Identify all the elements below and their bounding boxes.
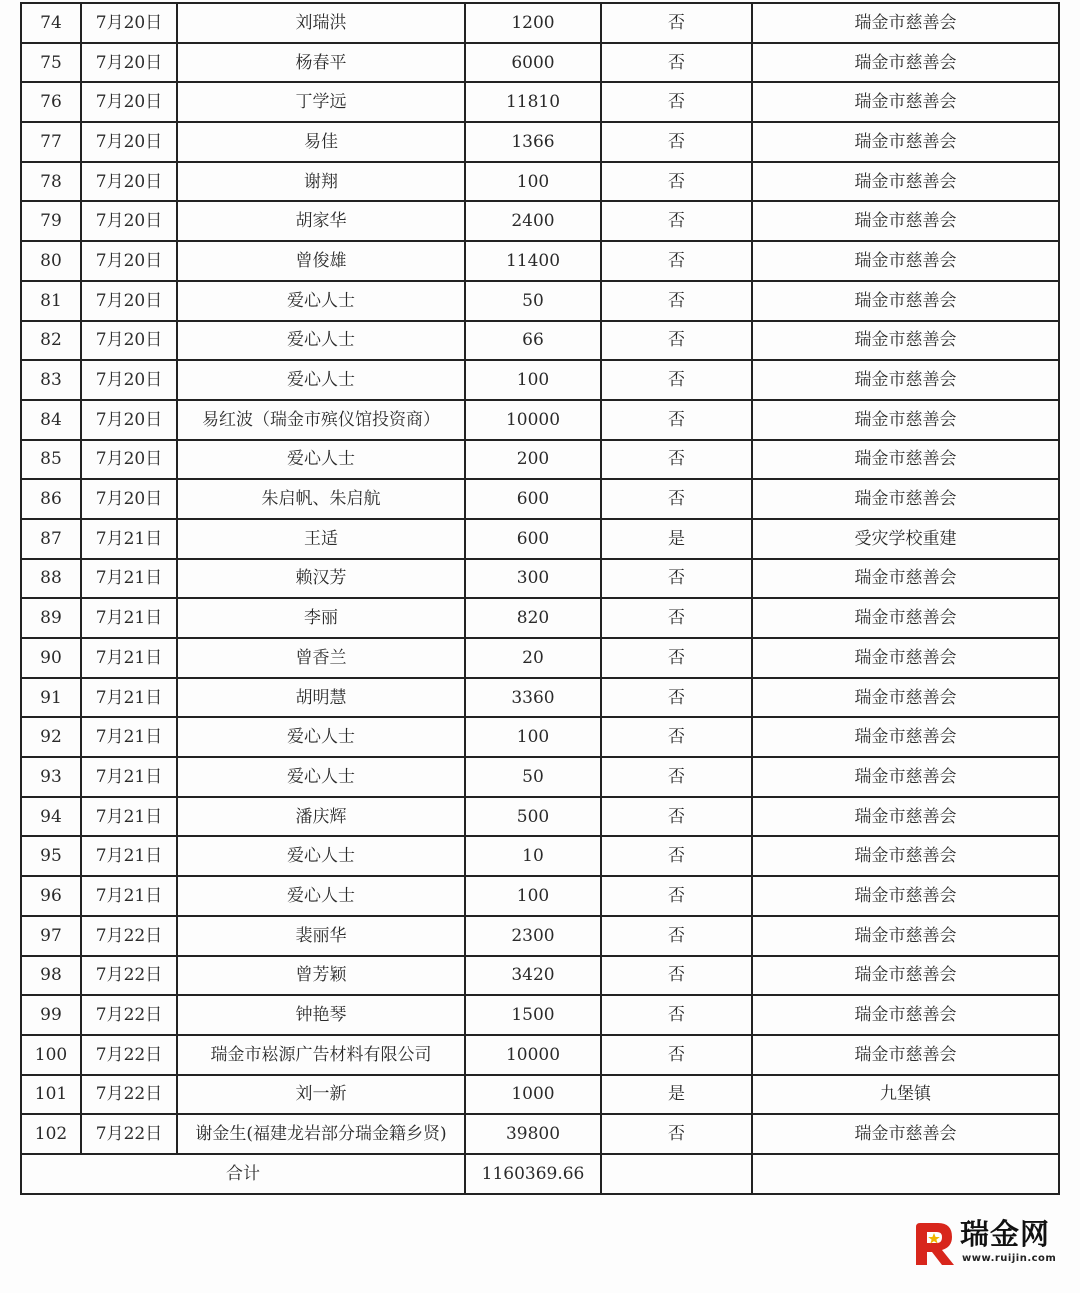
- cell-donor: 刘一新: [177, 1075, 465, 1115]
- cell-recipient: 瑞金市慈善会: [752, 321, 1059, 361]
- cell-number: 89: [21, 598, 81, 638]
- table-row: [21, 1035, 1059, 1075]
- cell-donor: 爱心人士: [177, 321, 465, 361]
- cell-amount: 300: [465, 559, 601, 599]
- cell-designated: 否: [601, 479, 752, 519]
- cell-designated: 是: [601, 519, 752, 559]
- cell-recipient: 受灾学校重建: [752, 519, 1059, 559]
- cell-date: 7月20日: [81, 82, 177, 122]
- cell-designated: 否: [601, 400, 752, 440]
- cell-number: 82: [21, 321, 81, 361]
- cell-number: 76: [21, 82, 81, 122]
- cell-designated: 否: [601, 559, 752, 599]
- table-row: [21, 598, 1059, 638]
- cell-recipient: 瑞金市慈善会: [752, 122, 1059, 162]
- cell-amount: 100: [465, 717, 601, 757]
- cell-amount: 1366: [465, 122, 601, 162]
- cell-donor: 爱心人士: [177, 440, 465, 480]
- cell-recipient: 瑞金市慈善会: [752, 162, 1059, 202]
- cell-amount: 100: [465, 162, 601, 202]
- cell-recipient: 瑞金市慈善会: [752, 1035, 1059, 1075]
- cell-designated: 否: [601, 956, 752, 996]
- cell-donor: 爱心人士: [177, 281, 465, 321]
- cell-number: 99: [21, 995, 81, 1035]
- cell-number: 98: [21, 956, 81, 996]
- cell-number: 101: [21, 1075, 81, 1115]
- cell-number: 86: [21, 479, 81, 519]
- cell-recipient: 瑞金市慈善会: [752, 43, 1059, 83]
- cell-number: 79: [21, 201, 81, 241]
- cell-donor: 爱心人士: [177, 717, 465, 757]
- table-row: [21, 916, 1059, 956]
- cell-date: 7月20日: [81, 281, 177, 321]
- cell-date: 7月20日: [81, 440, 177, 480]
- table-row: [21, 559, 1059, 599]
- table-row: [21, 678, 1059, 718]
- cell-recipient: 瑞金市慈善会: [752, 638, 1059, 678]
- cell-donor: 曾芳颖: [177, 956, 465, 996]
- table-row: [21, 995, 1059, 1035]
- cell-amount: 50: [465, 757, 601, 797]
- table-row: [21, 876, 1059, 916]
- cell-number: 100: [21, 1035, 81, 1075]
- cell-date: 7月22日: [81, 956, 177, 996]
- cell-recipient: 瑞金市慈善会: [752, 956, 1059, 996]
- cell-date: 7月21日: [81, 559, 177, 599]
- cell-amount: 500: [465, 797, 601, 837]
- cell-donor: 曾俊雄: [177, 241, 465, 281]
- cell-date: 7月21日: [81, 797, 177, 837]
- cell-number: 96: [21, 876, 81, 916]
- cell-donor: 爱心人士: [177, 360, 465, 400]
- cell-designated: 否: [601, 1035, 752, 1075]
- cell-number: 80: [21, 241, 81, 281]
- cell-recipient: 瑞金市慈善会: [752, 797, 1059, 837]
- cell-donor: 曾香兰: [177, 638, 465, 678]
- cell-date: 7月21日: [81, 678, 177, 718]
- cell-date: 7月20日: [81, 360, 177, 400]
- cell-designated: 否: [601, 360, 752, 400]
- cell-designated: 否: [601, 638, 752, 678]
- cell-recipient: 瑞金市慈善会: [752, 479, 1059, 519]
- cell-number: 87: [21, 519, 81, 559]
- cell-number: 75: [21, 43, 81, 83]
- cell-donor: 谢翔: [177, 162, 465, 202]
- total-label: 合计: [21, 1154, 465, 1194]
- cell-date: 7月20日: [81, 3, 177, 43]
- cell-number: 88: [21, 559, 81, 599]
- cell-amount: 10000: [465, 400, 601, 440]
- cell-date: 7月21日: [81, 836, 177, 876]
- cell-donor: 裴丽华: [177, 916, 465, 956]
- cell-amount: 820: [465, 598, 601, 638]
- cell-designated: 否: [601, 162, 752, 202]
- cell-designated: 否: [601, 916, 752, 956]
- cell-donor: 爱心人士: [177, 836, 465, 876]
- cell-designated: 否: [601, 836, 752, 876]
- cell-amount: 2300: [465, 916, 601, 956]
- cell-date: 7月20日: [81, 479, 177, 519]
- cell-designated: 否: [601, 1114, 752, 1154]
- cell-donor: 杨春平: [177, 43, 465, 83]
- cell-number: 78: [21, 162, 81, 202]
- cell-amount: 1200: [465, 3, 601, 43]
- cell-amount: 11400: [465, 241, 601, 281]
- cell-donor: 刘瑞洪: [177, 3, 465, 43]
- cell-donor: 王适: [177, 519, 465, 559]
- total-empty-cell: [601, 1154, 752, 1194]
- table-row: [21, 43, 1059, 83]
- cell-designated: 否: [601, 82, 752, 122]
- cell-designated: 否: [601, 321, 752, 361]
- cell-amount: 39800: [465, 1114, 601, 1154]
- cell-donor: 胡明慧: [177, 678, 465, 718]
- cell-date: 7月22日: [81, 916, 177, 956]
- cell-amount: 11810: [465, 82, 601, 122]
- cell-number: 81: [21, 281, 81, 321]
- cell-amount: 600: [465, 479, 601, 519]
- cell-donor: 钟艳琴: [177, 995, 465, 1035]
- cell-date: 7月22日: [81, 995, 177, 1035]
- cell-recipient: 瑞金市慈善会: [752, 440, 1059, 480]
- cell-designated: 否: [601, 995, 752, 1035]
- cell-recipient: 瑞金市慈善会: [752, 400, 1059, 440]
- table-row: [21, 440, 1059, 480]
- cell-designated: 否: [601, 440, 752, 480]
- cell-donor: 李丽: [177, 598, 465, 638]
- table-row: [21, 757, 1059, 797]
- table-row: [21, 836, 1059, 876]
- cell-date: 7月22日: [81, 1035, 177, 1075]
- table-row: [21, 360, 1059, 400]
- cell-number: 97: [21, 916, 81, 956]
- cell-amount: 600: [465, 519, 601, 559]
- cell-date: 7月20日: [81, 43, 177, 83]
- table-row: [21, 956, 1059, 996]
- table-row: [21, 3, 1059, 43]
- cell-designated: 否: [601, 201, 752, 241]
- cell-recipient: 瑞金市慈善会: [752, 281, 1059, 321]
- ruijin-watermark-logo: [908, 1217, 1060, 1273]
- table-row: [21, 797, 1059, 837]
- cell-date: 7月20日: [81, 241, 177, 281]
- cell-amount: 10000: [465, 1035, 601, 1075]
- cell-number: 102: [21, 1114, 81, 1154]
- cell-date: 7月21日: [81, 717, 177, 757]
- cell-date: 7月21日: [81, 876, 177, 916]
- cell-recipient: 瑞金市慈善会: [752, 876, 1059, 916]
- cell-recipient: 瑞金市慈善会: [752, 717, 1059, 757]
- cell-donor: 爱心人士: [177, 876, 465, 916]
- cell-date: 7月21日: [81, 638, 177, 678]
- cell-date: 7月20日: [81, 201, 177, 241]
- cell-amount: 10: [465, 836, 601, 876]
- cell-date: 7月21日: [81, 519, 177, 559]
- table-row: [21, 122, 1059, 162]
- cell-number: 85: [21, 440, 81, 480]
- cell-date: 7月20日: [81, 400, 177, 440]
- table-row: [21, 321, 1059, 361]
- cell-donor: 爱心人士: [177, 757, 465, 797]
- cell-designated: 否: [601, 876, 752, 916]
- cell-designated: 否: [601, 43, 752, 83]
- table-row: [21, 519, 1059, 559]
- watermark-brand: 瑞金网: [960, 1217, 1051, 1251]
- cell-designated: 否: [601, 598, 752, 638]
- cell-amount: 66: [465, 321, 601, 361]
- cell-recipient: 瑞金市慈善会: [752, 836, 1059, 876]
- cell-amount: 50: [465, 281, 601, 321]
- cell-number: 83: [21, 360, 81, 400]
- cell-donor: 易佳: [177, 122, 465, 162]
- total-empty-cell: [752, 1154, 1059, 1194]
- cell-amount: 3420: [465, 956, 601, 996]
- cell-recipient: 瑞金市慈善会: [752, 757, 1059, 797]
- cell-designated: 否: [601, 678, 752, 718]
- cell-donor: 朱启帆、朱启航: [177, 479, 465, 519]
- cell-designated: 否: [601, 3, 752, 43]
- table-row: [21, 82, 1059, 122]
- cell-donor: 胡家华: [177, 201, 465, 241]
- cell-number: 93: [21, 757, 81, 797]
- cell-designated: 否: [601, 757, 752, 797]
- cell-designated: 否: [601, 281, 752, 321]
- cell-date: 7月20日: [81, 122, 177, 162]
- cell-donor: 瑞金市崧源广告材料有限公司: [177, 1035, 465, 1075]
- cell-date: 7月21日: [81, 757, 177, 797]
- cell-recipient: 九堡镇: [752, 1075, 1059, 1115]
- cell-designated: 否: [601, 717, 752, 757]
- cell-amount: 1000: [465, 1075, 601, 1115]
- table-row: [21, 201, 1059, 241]
- cell-donor: 赖汉芳: [177, 559, 465, 599]
- donation-table: [20, 2, 1060, 1195]
- ruijin-logo-icon: [908, 1219, 958, 1269]
- donation-table-body: [21, 3, 1059, 1194]
- cell-recipient: 瑞金市慈善会: [752, 598, 1059, 638]
- cell-amount: 1500: [465, 995, 601, 1035]
- cell-designated: 否: [601, 241, 752, 281]
- cell-designated: 是: [601, 1075, 752, 1115]
- cell-number: 90: [21, 638, 81, 678]
- table-row: [21, 1114, 1059, 1154]
- cell-designated: 否: [601, 797, 752, 837]
- cell-number: 84: [21, 400, 81, 440]
- cell-amount: 2400: [465, 201, 601, 241]
- table-row: [21, 400, 1059, 440]
- cell-recipient: 瑞金市慈善会: [752, 678, 1059, 718]
- cell-recipient: 瑞金市慈善会: [752, 241, 1059, 281]
- cell-number: 92: [21, 717, 81, 757]
- cell-date: 7月22日: [81, 1114, 177, 1154]
- total-row: [21, 1154, 1059, 1194]
- cell-designated: 否: [601, 122, 752, 162]
- table-row: [21, 281, 1059, 321]
- table-row: [21, 162, 1059, 202]
- cell-amount: 100: [465, 876, 601, 916]
- cell-recipient: 瑞金市慈善会: [752, 360, 1059, 400]
- cell-date: 7月21日: [81, 598, 177, 638]
- total-amount: 1160369.66: [465, 1154, 601, 1194]
- watermark-url: www.ruijin.com: [962, 1253, 1057, 1264]
- cell-number: 95: [21, 836, 81, 876]
- cell-date: 7月20日: [81, 162, 177, 202]
- cell-recipient: 瑞金市慈善会: [752, 82, 1059, 122]
- cell-number: 91: [21, 678, 81, 718]
- cell-amount: 100: [465, 360, 601, 400]
- cell-recipient: 瑞金市慈善会: [752, 3, 1059, 43]
- cell-amount: 3360: [465, 678, 601, 718]
- cell-donor: 易红波（瑞金市殡仪馆投资商）: [177, 400, 465, 440]
- cell-recipient: 瑞金市慈善会: [752, 995, 1059, 1035]
- cell-recipient: 瑞金市慈善会: [752, 201, 1059, 241]
- table-row: [21, 241, 1059, 281]
- cell-date: 7月20日: [81, 321, 177, 361]
- cell-amount: 200: [465, 440, 601, 480]
- cell-donor: 谢金生(福建龙岩部分瑞金籍乡贤): [177, 1114, 465, 1154]
- cell-amount: 6000: [465, 43, 601, 83]
- cell-recipient: 瑞金市慈善会: [752, 559, 1059, 599]
- cell-recipient: 瑞金市慈善会: [752, 1114, 1059, 1154]
- table-row: [21, 479, 1059, 519]
- table-row: [21, 638, 1059, 678]
- cell-date: 7月22日: [81, 1075, 177, 1115]
- cell-donor: 潘庆辉: [177, 797, 465, 837]
- table-row: [21, 717, 1059, 757]
- cell-recipient: 瑞金市慈善会: [752, 916, 1059, 956]
- cell-number: 77: [21, 122, 81, 162]
- cell-number: 74: [21, 3, 81, 43]
- cell-amount: 20: [465, 638, 601, 678]
- cell-number: 94: [21, 797, 81, 837]
- cell-donor: 丁学远: [177, 82, 465, 122]
- table-row: [21, 1075, 1059, 1115]
